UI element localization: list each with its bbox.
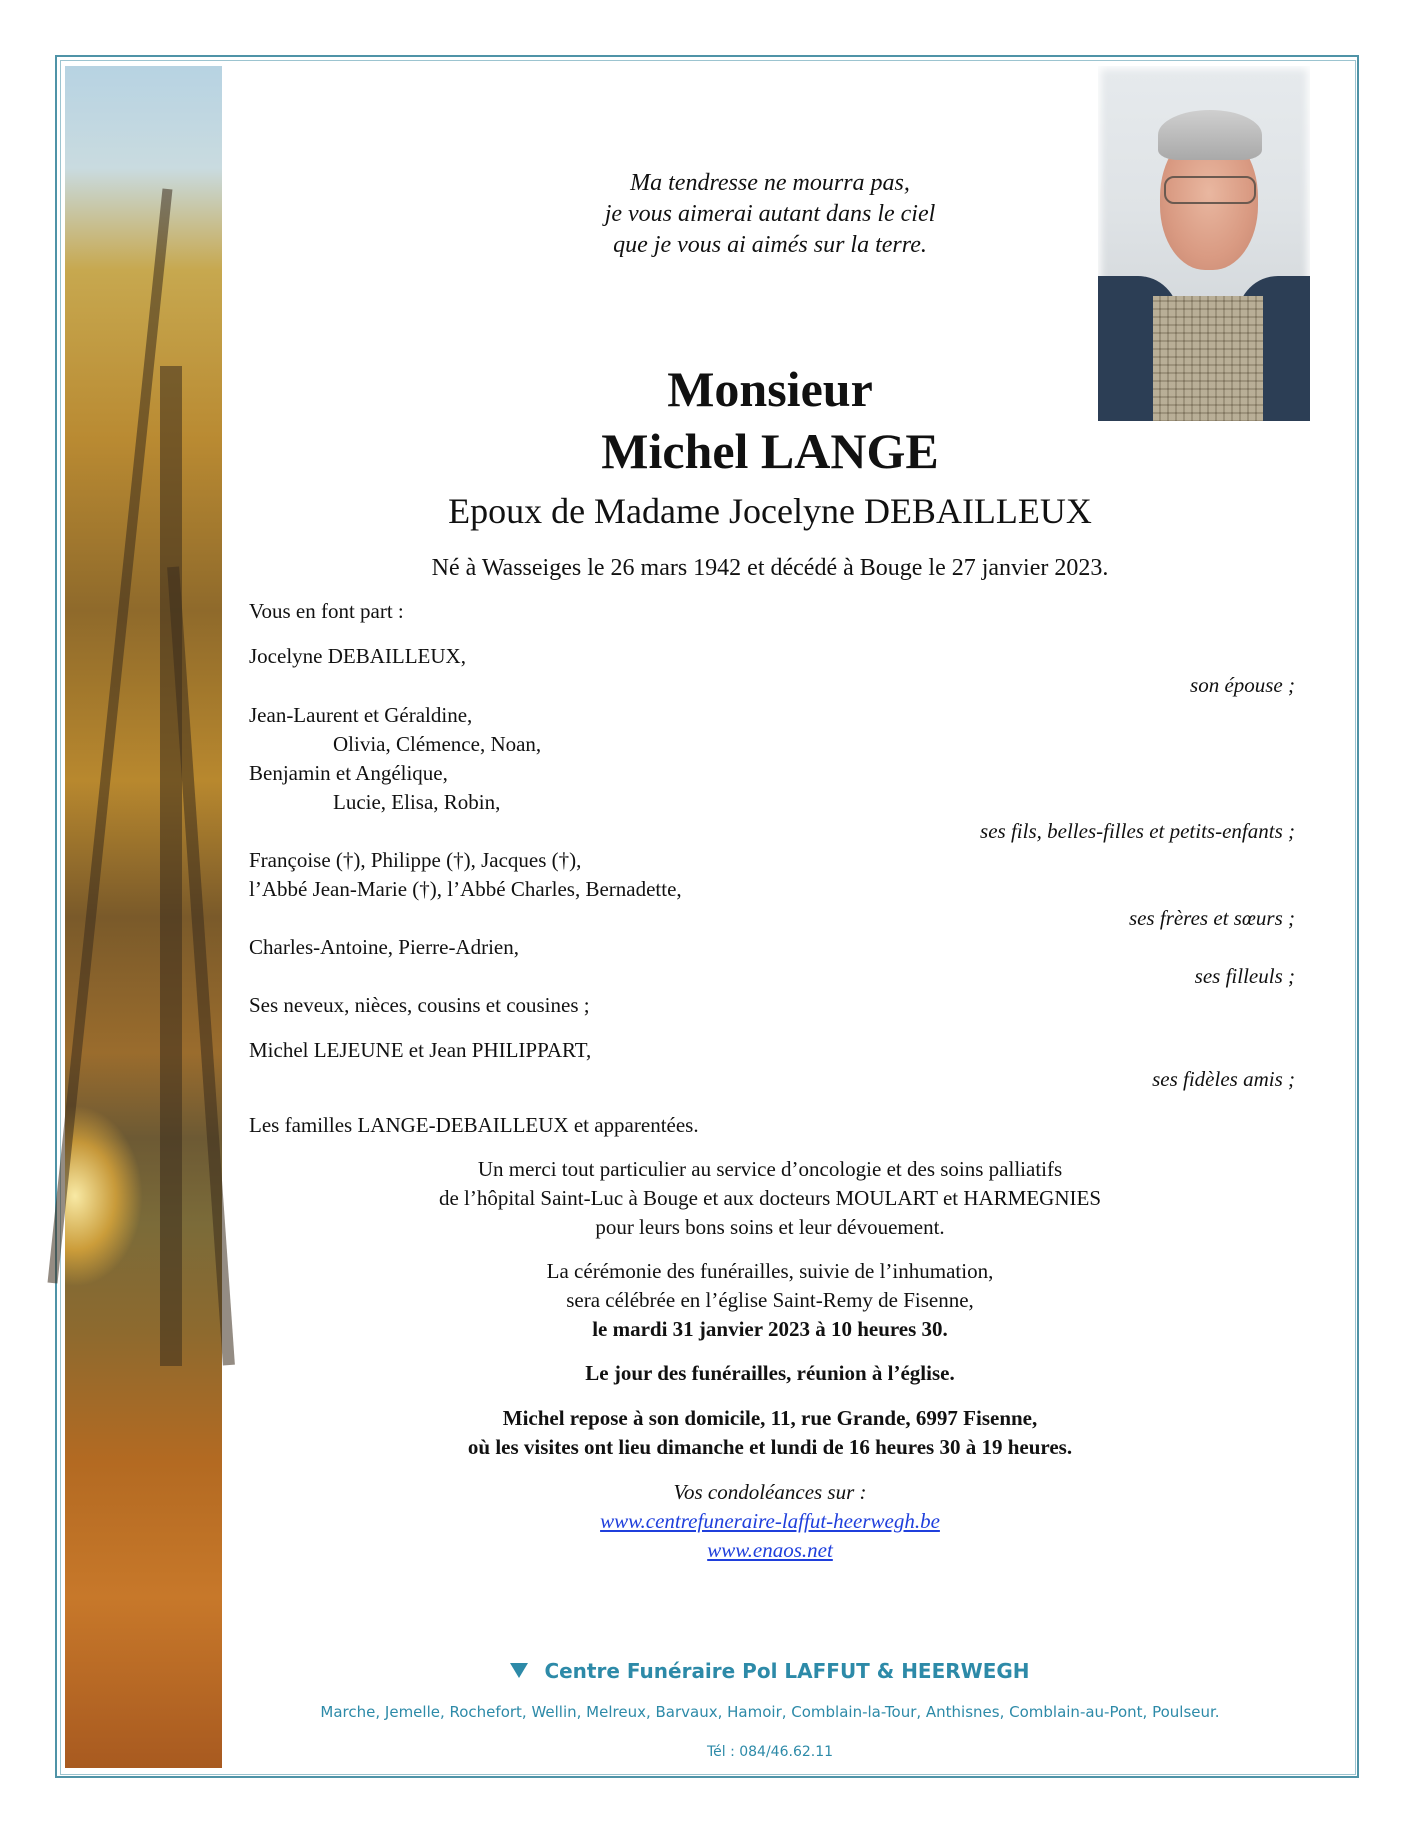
condolences-link-laffut[interactable]: www.centrefuneraire-laffut-heerwegh.be xyxy=(600,1509,940,1533)
family-child-2-kids: Lucie, Elisa, Robin, xyxy=(333,790,501,814)
family-friends: Michel LEJEUNE et Jean PHILIPPART, xyxy=(249,1038,592,1062)
family-godchildren: Charles-Antoine, Pierre-Adrien, xyxy=(249,935,519,959)
rest-paragraph xyxy=(300,1404,1240,1462)
deceased-name: Michel LANGE xyxy=(601,423,939,479)
ceremony-line: La cérémonie des funérailles, suivie de l’inhumation, xyxy=(546,1259,994,1283)
family-godchildren-relation: ses filleuls ; xyxy=(1194,964,1295,988)
condolences-label: Vos condoléances sur : xyxy=(673,1480,867,1504)
family-friends-relation: ses fidèles amis ; xyxy=(1152,1067,1295,1091)
thanks-line: pour leurs bons soins et leur dévouement. xyxy=(595,1215,945,1239)
funeral-home-name-text: Centre Funéraire Pol LAFFUT & HEERWEGH xyxy=(544,1659,1030,1683)
thanks-line: Un merci tout particulier au service d’oncologie et des soins palliatifs xyxy=(477,1157,1063,1181)
family-child-1-kids: Olivia, Clémence, Noan, xyxy=(333,732,542,756)
funeral-home-phone: Tél : 084/46.62.11 xyxy=(706,1744,834,1760)
family-siblings-relation: ses frères et sœurs ; xyxy=(1128,906,1295,930)
family-siblings-2: l’Abbé Jean-Marie (†), l’Abbé Charles, Bernadette, xyxy=(249,877,682,901)
family-spouse-relation: son épouse ; xyxy=(1190,673,1295,697)
condolences-link-enaos[interactable]: www.enaos.net xyxy=(707,1538,833,1562)
family-siblings-1: Françoise (†), Philippe (†), Jacques (†), xyxy=(249,848,582,872)
quote-line: que je vous ai aimés sur la terre. xyxy=(613,232,927,258)
meeting-line: Le jour des funérailles, réunion à l’église. xyxy=(585,1361,955,1385)
family-child-2: Benjamin et Angélique, xyxy=(249,761,448,785)
honorific: Monsieur xyxy=(667,361,873,417)
funeral-home-towns: Marche, Jemelle, Rochefort, Wellin, Melreux, Barvaux, Hamoir, Comblain-la-Tour, Anthisnes, Comblain-au-Pont, Poulseur. xyxy=(320,1703,1220,1721)
announce-text: Vous en font part : xyxy=(249,599,404,623)
family-child-1: Jean-Laurent et Géraldine, xyxy=(249,703,473,727)
rest-line: où les visites ont lieu dimanche et lundi de 16 heures 30 à 19 heures. xyxy=(467,1435,1073,1459)
funeral-home-name xyxy=(300,1657,1240,1685)
thanks-line: de l’hôpital Saint-Luc à Bouge et aux docteurs MOULART et HARMEGNIES xyxy=(438,1186,1102,1210)
family-children-relation: ses fils, belles-filles et petits-enfants ; xyxy=(980,819,1295,843)
birth-death-line: Né à Wasseiges le 26 mars 1942 et décédé à Bouge le 27 janvier 2023. xyxy=(431,555,1109,581)
ceremony-line: sera célébrée en l’église Saint-Remy de Fisenne, xyxy=(566,1288,974,1312)
rest-line: Michel repose à son domicile, 11, rue Grande, 6997 Fisenne, xyxy=(502,1406,1038,1430)
triangle-down-icon xyxy=(510,1663,528,1678)
spouse-line: Epoux de Madame Jocelyne DEBAILLEUX xyxy=(448,491,1092,531)
family-families: Les familles LANGE-DEBAILLEUX et apparentées. xyxy=(249,1113,699,1137)
thanks-paragraph xyxy=(300,1155,1240,1242)
ceremony-paragraph xyxy=(300,1257,1240,1344)
condolences-block xyxy=(300,1478,1240,1565)
family-relatives: Ses neveux, nièces, cousins et cousines ; xyxy=(249,993,590,1017)
quote-line: je vous aimerai autant dans le ciel xyxy=(604,201,936,227)
deceased-title xyxy=(400,358,1140,482)
family-spouse-name: Jocelyne DEBAILLEUX, xyxy=(249,644,466,668)
ceremony-date: le mardi 31 janvier 2023 à 10 heures 30. xyxy=(592,1317,948,1341)
quote-line: Ma tendresse ne mourra pas, xyxy=(630,170,910,196)
autumn-forest-image xyxy=(65,66,222,1768)
epigraph-quote xyxy=(480,168,1060,261)
